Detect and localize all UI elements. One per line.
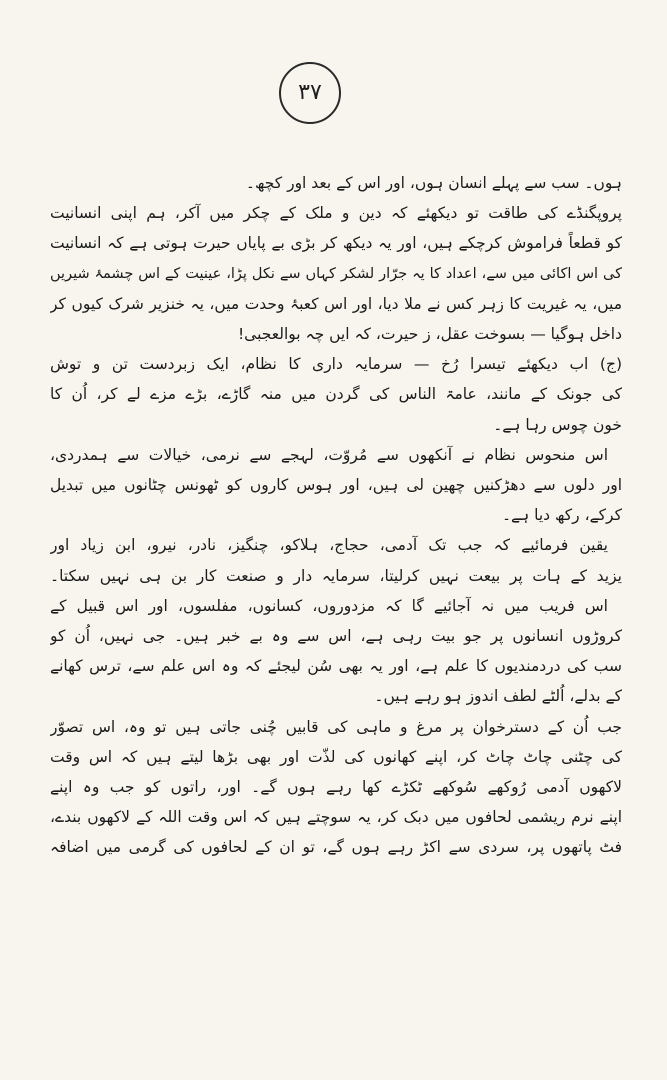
text-line: فٹ پاتھوں پر، سردی سے اکڑ رہے ہوں گے، تو ان کے لحافوں کی گرمی میں اضافہ xyxy=(50,838,622,857)
text-line: اپنے نرم ریشمی لحافوں میں دبک کر، یہ سوچتے ہیں کہ اس وقت اللہ کے لاکھوں بندے، xyxy=(50,808,622,827)
text-line: یقین فرمائیے کہ جب تک آدمی، حجاج، ہلاکو، چنگیز، نادر، نیرو، ابن زیاد اور xyxy=(50,536,608,555)
text-line: ہوں۔ سب سے پہلے انسان ہوں، اور اس کے بعد اور کچھ۔ xyxy=(245,174,622,192)
text-line: اس فریب میں نہ آجائیے گا کہ مزدوروں، کسانوں، مفلسوں، اور اس قبیل کے xyxy=(50,596,608,615)
text-line: کی چٹنی چاٹ چاٹ کر، اپنے کھانوں کی لذّت اور بھی بڑھا لیتے ہیں کہ اس وقت xyxy=(50,747,622,766)
text-line: اور دلوں سے دھڑکنیں چھین لی ہیں، اور ہوس کاروں کو ٹھونس چٹانوں میں تبدیل xyxy=(50,476,622,495)
page-number: ۳۷ xyxy=(298,80,322,105)
text-line: کے بدلے، اُلٹے لطف اندوز ہو رہے ہیں۔ xyxy=(374,687,622,706)
body-text xyxy=(50,168,622,863)
text-line: کروڑوں انسانوں پر جو بیت رہی ہے، اس سے وہ بے خبر ہیں۔ جی نہیں، اُن کو xyxy=(50,627,622,646)
text-line: یزید کے ہات پر بیعت نہیں کرلیتا، سرمایہ دار و صنعت کار بن ہی نہیں سکتا۔ xyxy=(50,566,622,585)
page-number-circle xyxy=(279,62,341,124)
text-line: کی اس اکائی میں سے، اعداد کا یہ جرّار لشکر کہاں سے نکل پڑا، عینیت کے اس چشمۂ شیریں xyxy=(50,265,622,282)
text-line: اس منحوس نظام نے آنکھوں سے مُروّت، لہجے سے نرمی، خیالات سے ہمدردی، xyxy=(50,445,608,464)
text-line: کرکے، رکھ دیا ہے۔ xyxy=(501,506,622,525)
text-line: (ج) اب دیکھئے تیسرا رُخ — سرمایہ داری کا نظام، ایک زبردست تن و توش xyxy=(50,355,622,374)
text-line: داخل ہوگیا — بسوخت عقل، ز حیرت، کہ ایں چہ بوالعجبی! xyxy=(237,325,622,344)
text-line: میں، یہ غیریت کا زہر کس نے ملا دیا، اور اس کعبۂ وحدت میں، یہ خنزیر شرک کیوں کر xyxy=(50,294,622,313)
text-line: جب اُن کے دسترخوان پر مرغ و ماہی کی قابیں چُنی جاتی ہیں تو وہ، اس تصوّر xyxy=(50,717,622,736)
text-line: کو قطعاً فراموش کرچکے ہیں، اور یہ دیکھ کر بڑی بے پایاں حیرت ہوتی ہے کہ انسانیت xyxy=(50,234,622,253)
text-line: خون چوس رہا ہے۔ xyxy=(493,415,622,434)
text-line: سب کی دردمندیوں کا علم ہے، اور یہ بھی سُن لیجئے کہ وہ اس علم سے، ترس کھانے xyxy=(50,657,622,676)
text-line: لاکھوں آدمی رُوکھے سُوکھے ٹکڑے کھا رہے ہوں گے۔ اور، راتوں کو جب وہ اپنے xyxy=(50,778,622,797)
text-line: کی جونک کے مانند، عامۃ الناس کی گردن میں منہ گاڑے، بڑے مزے لے کر، اُن کا xyxy=(50,385,622,404)
text-line: پروپگنڈے کی طاقت تو دیکھئے کہ دین و ملک کے چکر میں آکر، ہم اپنی انسانیت xyxy=(50,204,622,223)
